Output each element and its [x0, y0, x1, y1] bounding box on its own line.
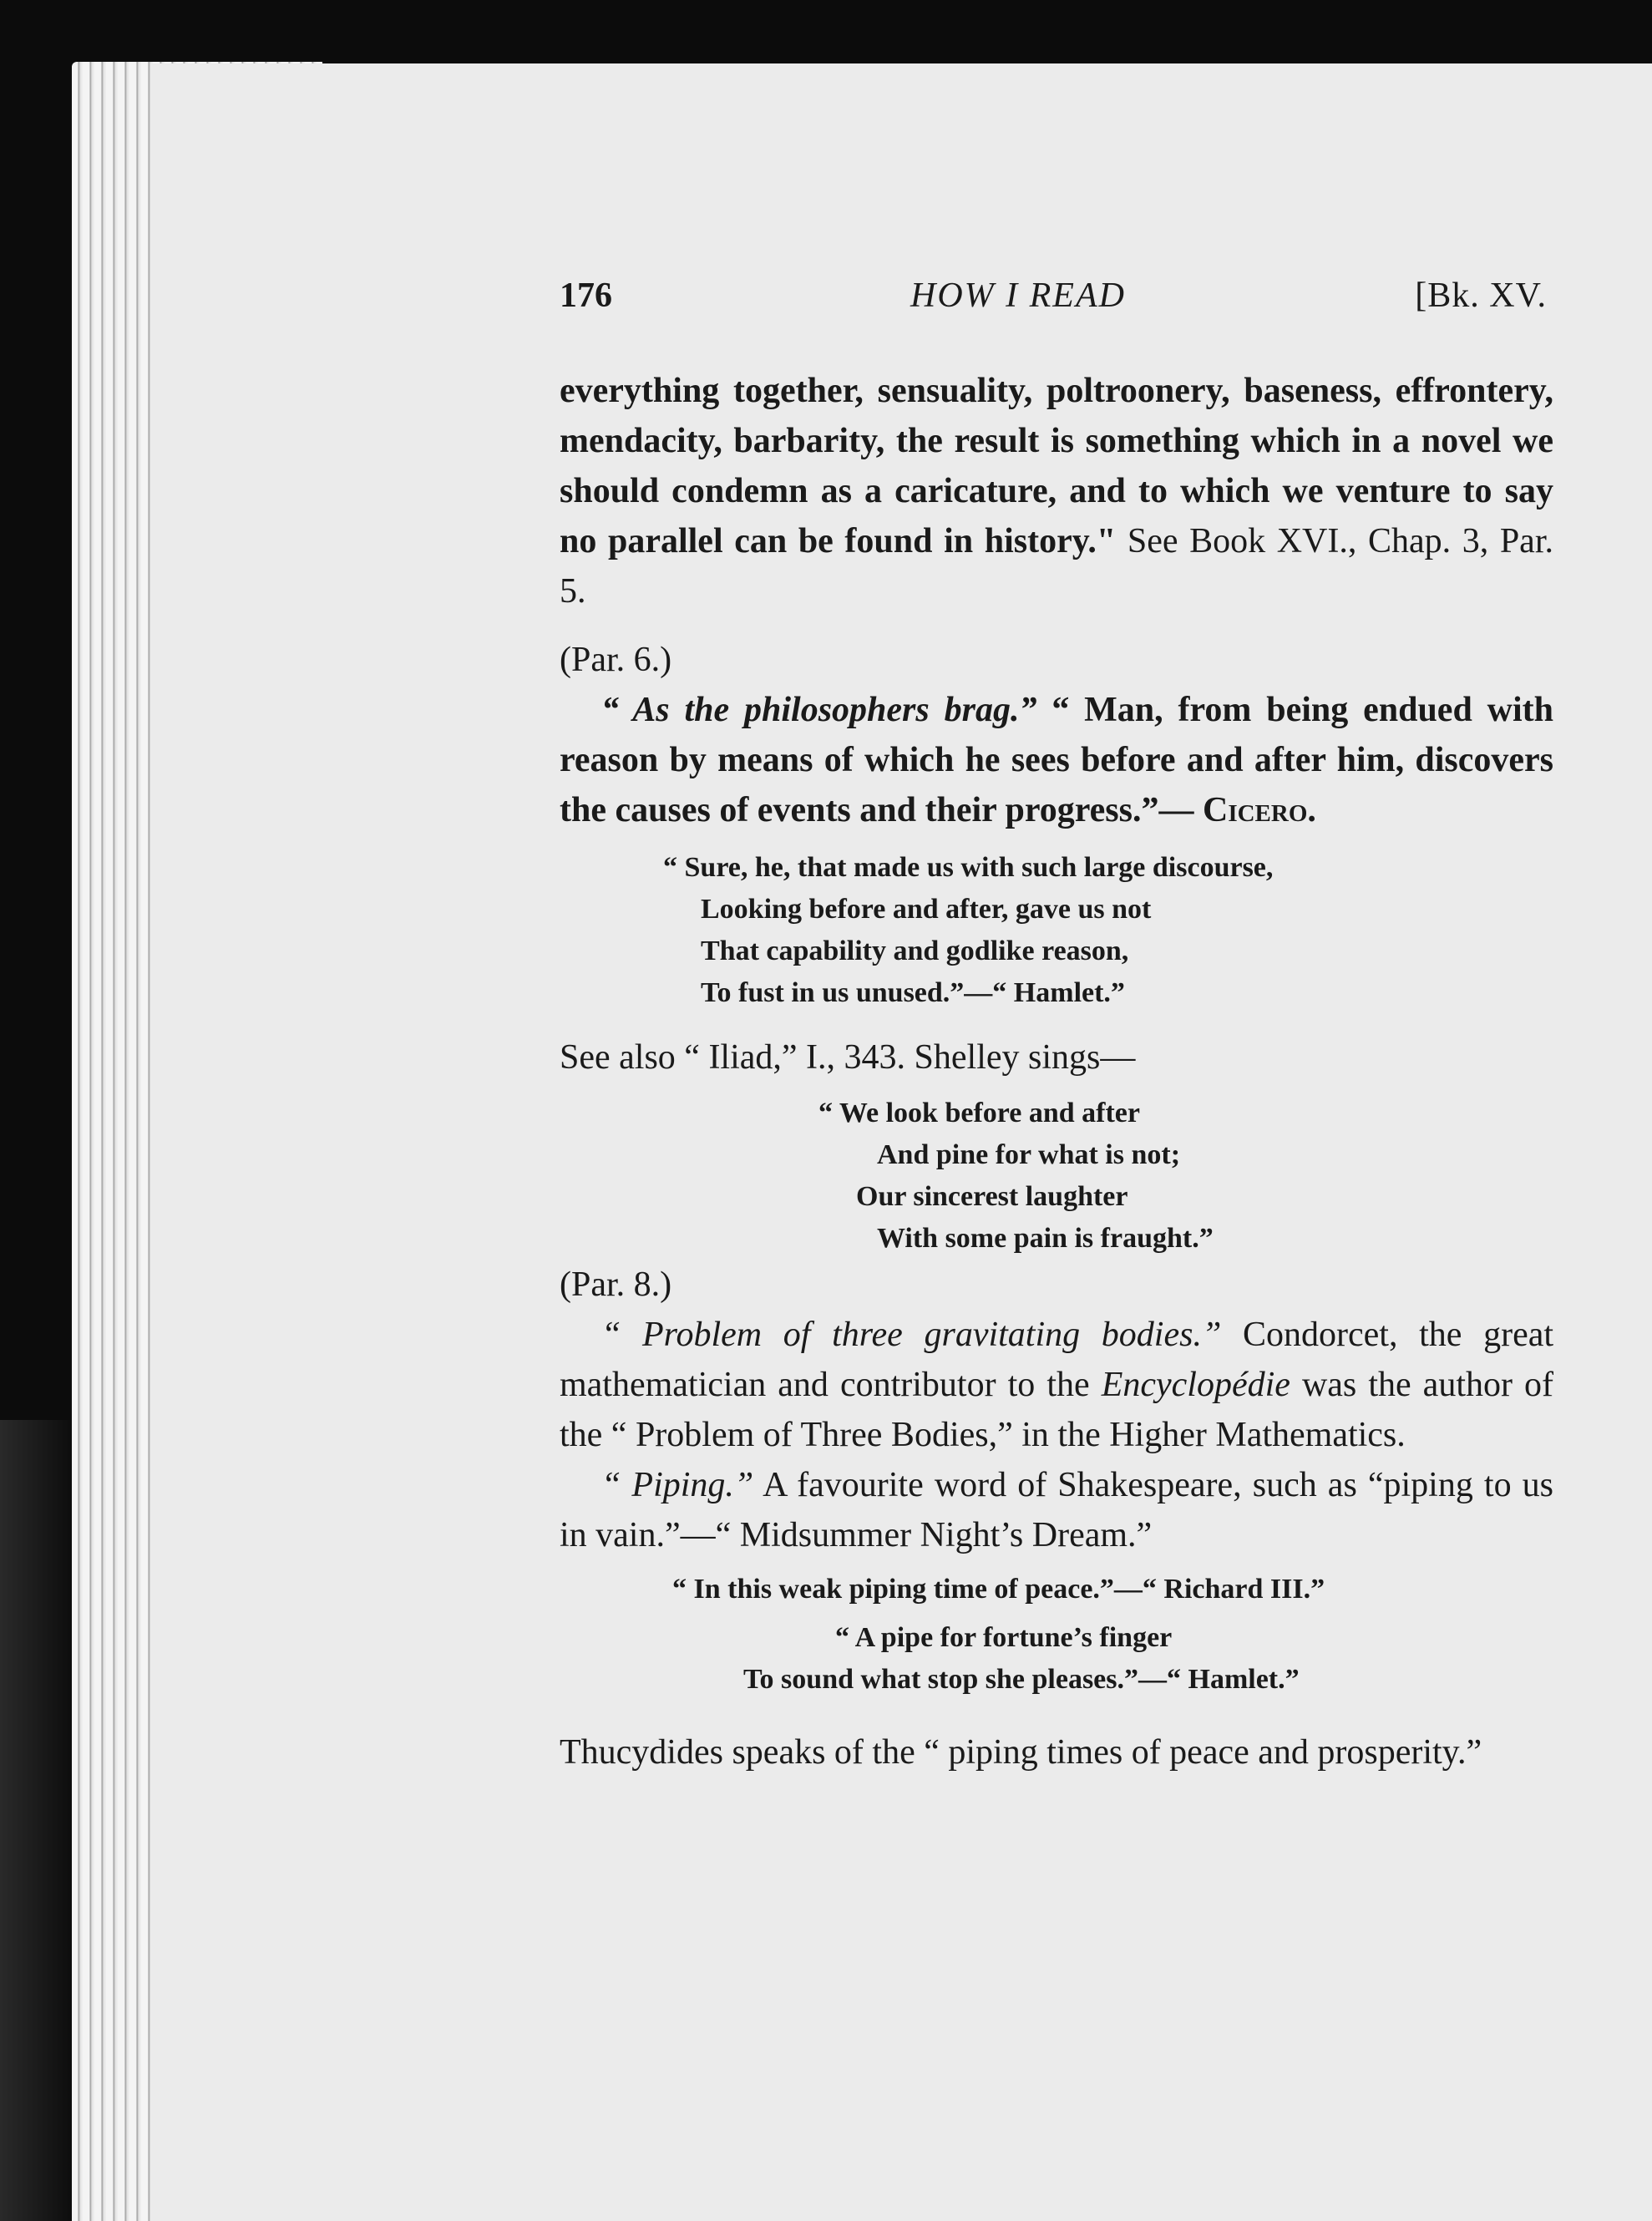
verse-line: To fust in us unused.”—“ Hamlet.”: [701, 977, 1125, 1008]
condorcet-text-2: was the author of the “ Problem of Three Bodies,” in the Higher Mathematics.: [560, 1366, 1553, 1454]
piping-paragraph: [560, 1460, 1553, 1560]
paragraph-continuation: [560, 366, 1553, 616]
verse-line: “ A pipe for fortune’s finger: [835, 1622, 1173, 1653]
par-8-text: [560, 1310, 1553, 1460]
piping-title: “ Piping.”: [601, 1466, 754, 1504]
page-header: [560, 276, 1553, 326]
par-8-label: (Par. 8.): [560, 1265, 672, 1304]
verse-richard: [672, 1569, 1553, 1610]
page-body: [560, 366, 1553, 1777]
book-reference: See Book XVI., Chap. 3, Par. 5.: [560, 522, 1553, 611]
verse-pipe: [743, 1617, 1553, 1701]
verse-line: “ In this weak piping time of peace.”—“ Richard III.”: [672, 1574, 1325, 1605]
running-head: HOW I READ: [910, 276, 1126, 315]
author-cicero: Cicero.: [1203, 791, 1316, 829]
quote-title: “ As the philosophers brag.”: [601, 691, 1037, 729]
verse-hamlet: [663, 847, 1553, 1014]
verse-line: That capability and godlike reason,: [701, 936, 1129, 966]
iliad-reference: See also “ Iliad,” I., 343. Shelley sings—: [560, 1038, 1136, 1077]
section-ref: [Bk. XV.: [1415, 276, 1547, 315]
quote-title: “ Problem of three gravitating bodies.”: [601, 1316, 1222, 1354]
verse-line: “ We look before and after: [818, 1098, 1140, 1128]
verse-line: Our sincerest laughter: [856, 1181, 1128, 1212]
thucydides-paragraph: Thucydides speaks of the “ piping times of peace and prosperity.”: [560, 1733, 1482, 1772]
verse-line: “ Sure, he, that made us with such large discourse,: [663, 852, 1274, 883]
paragraph-text: everything together, sensuality, poltroonery, baseness, effrontery, mendacity, barbarity, the result is something which in a novel we should condemn as a caricature, and to which we venture to say no parallel can be found in history.": [560, 372, 1553, 560]
condorcet-text: Condorcet, the great mathematician and contributor to the: [560, 1316, 1554, 1404]
verse-line: With some pain is fraught.”: [877, 1223, 1214, 1254]
verse-line: To sound what stop she pleases.”—“ Hamlet.”: [743, 1664, 1300, 1695]
cicero-quote: “ Man, from being endued with reason by means of which he sees before and after him, discovers the causes of events and their progress.”—: [560, 691, 1554, 829]
spacer: [560, 1719, 1553, 1727]
page-number: 176: [560, 276, 612, 315]
verse-shelley: [818, 1093, 1553, 1260]
par-6-label: (Par. 6.): [560, 641, 672, 679]
verse-line: And pine for what is not;: [877, 1139, 1181, 1170]
piping-text: A favourite word of Shakespeare, such as “piping to us in vain.”—“ Midsummer Night’s Dream.”: [560, 1466, 1554, 1554]
verse-line: Looking before and after, gave us not: [701, 894, 1152, 925]
par-6-text: [560, 685, 1553, 835]
encyclopedie-title: Encyclopédie: [1101, 1366, 1290, 1404]
scan-shadow: [0, 1420, 75, 2221]
